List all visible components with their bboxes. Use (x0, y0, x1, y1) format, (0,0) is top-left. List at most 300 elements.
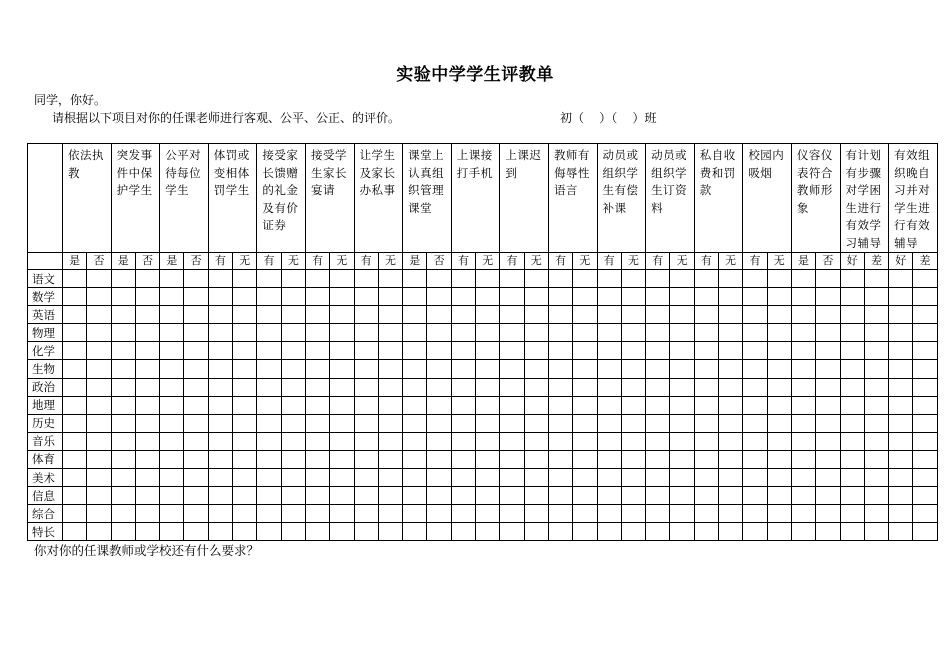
rating-cell[interactable] (524, 306, 548, 324)
rating-cell[interactable] (524, 342, 548, 360)
rating-cell[interactable] (500, 450, 524, 468)
rating-cell[interactable] (573, 306, 597, 324)
rating-cell[interactable] (816, 414, 840, 432)
rating-cell[interactable] (281, 469, 305, 487)
rating-cell[interactable] (378, 469, 402, 487)
rating-cell[interactable] (694, 414, 718, 432)
rating-cell[interactable] (767, 469, 791, 487)
rating-cell[interactable] (378, 288, 402, 306)
rating-cell[interactable] (354, 523, 378, 541)
rating-cell[interactable] (208, 306, 232, 324)
rating-cell[interactable] (330, 378, 354, 396)
rating-cell[interactable] (694, 378, 718, 396)
rating-cell[interactable] (670, 432, 694, 450)
rating-cell[interactable] (257, 505, 281, 523)
rating-cell[interactable] (63, 342, 87, 360)
rating-cell[interactable] (524, 324, 548, 342)
rating-cell[interactable] (597, 288, 621, 306)
rating-cell[interactable] (573, 396, 597, 414)
rating-cell[interactable] (63, 414, 87, 432)
rating-cell[interactable] (403, 432, 427, 450)
rating-cell[interactable] (330, 342, 354, 360)
rating-cell[interactable] (184, 487, 208, 505)
rating-cell[interactable] (767, 342, 791, 360)
rating-cell[interactable] (500, 414, 524, 432)
rating-cell[interactable] (257, 469, 281, 487)
rating-cell[interactable] (500, 270, 524, 288)
rating-cell[interactable] (451, 450, 475, 468)
rating-cell[interactable] (621, 450, 645, 468)
rating-cell[interactable] (548, 288, 572, 306)
rating-cell[interactable] (719, 396, 743, 414)
rating-cell[interactable] (573, 450, 597, 468)
rating-cell[interactable] (257, 450, 281, 468)
rating-cell[interactable] (427, 378, 451, 396)
rating-cell[interactable] (913, 270, 937, 288)
rating-cell[interactable] (111, 450, 135, 468)
rating-cell[interactable] (427, 432, 451, 450)
rating-cell[interactable] (840, 324, 864, 342)
rating-cell[interactable] (548, 523, 572, 541)
rating-cell[interactable] (573, 414, 597, 432)
rating-cell[interactable] (378, 414, 402, 432)
rating-cell[interactable] (791, 360, 815, 378)
rating-cell[interactable] (816, 342, 840, 360)
rating-cell[interactable] (305, 360, 329, 378)
rating-cell[interactable] (233, 505, 257, 523)
rating-cell[interactable] (476, 523, 500, 541)
rating-cell[interactable] (354, 378, 378, 396)
rating-cell[interactable] (573, 523, 597, 541)
rating-cell[interactable] (913, 450, 937, 468)
rating-cell[interactable] (208, 469, 232, 487)
rating-cell[interactable] (670, 414, 694, 432)
rating-cell[interactable] (160, 487, 184, 505)
rating-cell[interactable] (500, 360, 524, 378)
rating-cell[interactable] (160, 270, 184, 288)
rating-cell[interactable] (548, 360, 572, 378)
rating-cell[interactable] (208, 270, 232, 288)
rating-cell[interactable] (816, 378, 840, 396)
rating-cell[interactable] (305, 306, 329, 324)
rating-cell[interactable] (233, 360, 257, 378)
rating-cell[interactable] (791, 450, 815, 468)
rating-cell[interactable] (621, 360, 645, 378)
rating-cell[interactable] (208, 396, 232, 414)
rating-cell[interactable] (767, 450, 791, 468)
rating-cell[interactable] (476, 396, 500, 414)
rating-cell[interactable] (840, 450, 864, 468)
rating-cell[interactable] (330, 288, 354, 306)
rating-cell[interactable] (403, 288, 427, 306)
rating-cell[interactable] (621, 378, 645, 396)
rating-cell[interactable] (864, 414, 888, 432)
rating-cell[interactable] (305, 469, 329, 487)
rating-cell[interactable] (816, 487, 840, 505)
rating-cell[interactable] (451, 360, 475, 378)
rating-cell[interactable] (889, 505, 913, 523)
rating-cell[interactable] (378, 324, 402, 342)
rating-cell[interactable] (354, 414, 378, 432)
rating-cell[interactable] (840, 469, 864, 487)
rating-cell[interactable] (305, 378, 329, 396)
rating-cell[interactable] (111, 414, 135, 432)
rating-cell[interactable] (378, 378, 402, 396)
rating-cell[interactable] (646, 396, 670, 414)
rating-cell[interactable] (476, 450, 500, 468)
rating-cell[interactable] (160, 432, 184, 450)
rating-cell[interactable] (87, 450, 111, 468)
rating-cell[interactable] (719, 432, 743, 450)
rating-cell[interactable] (864, 324, 888, 342)
rating-cell[interactable] (208, 288, 232, 306)
rating-cell[interactable] (864, 469, 888, 487)
rating-cell[interactable] (524, 505, 548, 523)
rating-cell[interactable] (184, 469, 208, 487)
rating-cell[interactable] (573, 487, 597, 505)
rating-cell[interactable] (548, 450, 572, 468)
rating-cell[interactable] (476, 469, 500, 487)
rating-cell[interactable] (135, 487, 159, 505)
rating-cell[interactable] (111, 523, 135, 541)
rating-cell[interactable] (427, 360, 451, 378)
rating-cell[interactable] (670, 342, 694, 360)
rating-cell[interactable] (816, 523, 840, 541)
rating-cell[interactable] (476, 378, 500, 396)
rating-cell[interactable] (670, 306, 694, 324)
rating-cell[interactable] (524, 432, 548, 450)
rating-cell[interactable] (694, 523, 718, 541)
rating-cell[interactable] (743, 487, 767, 505)
rating-cell[interactable] (354, 342, 378, 360)
rating-cell[interactable] (719, 450, 743, 468)
rating-cell[interactable] (135, 342, 159, 360)
rating-cell[interactable] (816, 324, 840, 342)
rating-cell[interactable] (184, 360, 208, 378)
rating-cell[interactable] (184, 414, 208, 432)
rating-cell[interactable] (281, 342, 305, 360)
rating-cell[interactable] (257, 414, 281, 432)
rating-cell[interactable] (451, 414, 475, 432)
rating-cell[interactable] (840, 288, 864, 306)
rating-cell[interactable] (111, 505, 135, 523)
rating-cell[interactable] (135, 306, 159, 324)
rating-cell[interactable] (403, 342, 427, 360)
rating-cell[interactable] (208, 432, 232, 450)
rating-cell[interactable] (913, 288, 937, 306)
rating-cell[interactable] (135, 396, 159, 414)
rating-cell[interactable] (378, 342, 402, 360)
rating-cell[interactable] (548, 469, 572, 487)
rating-cell[interactable] (524, 523, 548, 541)
rating-cell[interactable] (184, 270, 208, 288)
rating-cell[interactable] (233, 270, 257, 288)
rating-cell[interactable] (548, 487, 572, 505)
rating-cell[interactable] (160, 360, 184, 378)
rating-cell[interactable] (889, 306, 913, 324)
rating-cell[interactable] (913, 342, 937, 360)
rating-cell[interactable] (330, 469, 354, 487)
rating-cell[interactable] (913, 505, 937, 523)
rating-cell[interactable] (354, 270, 378, 288)
rating-cell[interactable] (597, 450, 621, 468)
rating-cell[interactable] (913, 469, 937, 487)
rating-cell[interactable] (597, 414, 621, 432)
rating-cell[interactable] (840, 378, 864, 396)
rating-cell[interactable] (476, 487, 500, 505)
rating-cell[interactable] (330, 270, 354, 288)
rating-cell[interactable] (719, 360, 743, 378)
rating-cell[interactable] (87, 288, 111, 306)
rating-cell[interactable] (694, 324, 718, 342)
rating-cell[interactable] (646, 505, 670, 523)
rating-cell[interactable] (500, 505, 524, 523)
rating-cell[interactable] (354, 360, 378, 378)
rating-cell[interactable] (305, 396, 329, 414)
rating-cell[interactable] (840, 342, 864, 360)
rating-cell[interactable] (646, 414, 670, 432)
rating-cell[interactable] (476, 505, 500, 523)
rating-cell[interactable] (816, 306, 840, 324)
rating-cell[interactable] (889, 414, 913, 432)
rating-cell[interactable] (597, 306, 621, 324)
rating-cell[interactable] (694, 505, 718, 523)
rating-cell[interactable] (791, 270, 815, 288)
rating-cell[interactable] (743, 432, 767, 450)
rating-cell[interactable] (476, 360, 500, 378)
rating-cell[interactable] (281, 396, 305, 414)
rating-cell[interactable] (111, 487, 135, 505)
rating-cell[interactable] (719, 306, 743, 324)
rating-cell[interactable] (305, 324, 329, 342)
rating-cell[interactable] (548, 414, 572, 432)
rating-cell[interactable] (743, 306, 767, 324)
rating-cell[interactable] (403, 469, 427, 487)
rating-cell[interactable] (646, 360, 670, 378)
rating-cell[interactable] (719, 505, 743, 523)
rating-cell[interactable] (427, 523, 451, 541)
rating-cell[interactable] (330, 414, 354, 432)
rating-cell[interactable] (694, 432, 718, 450)
rating-cell[interactable] (767, 487, 791, 505)
rating-cell[interactable] (403, 505, 427, 523)
rating-cell[interactable] (354, 288, 378, 306)
rating-cell[interactable] (791, 396, 815, 414)
rating-cell[interactable] (670, 450, 694, 468)
rating-cell[interactable] (670, 324, 694, 342)
rating-cell[interactable] (500, 469, 524, 487)
rating-cell[interactable] (694, 487, 718, 505)
rating-cell[interactable] (719, 487, 743, 505)
rating-cell[interactable] (864, 432, 888, 450)
rating-cell[interactable] (87, 432, 111, 450)
rating-cell[interactable] (281, 414, 305, 432)
rating-cell[interactable] (233, 414, 257, 432)
rating-cell[interactable] (597, 487, 621, 505)
rating-cell[interactable] (403, 450, 427, 468)
rating-cell[interactable] (135, 360, 159, 378)
rating-cell[interactable] (257, 342, 281, 360)
rating-cell[interactable] (160, 414, 184, 432)
rating-cell[interactable] (864, 505, 888, 523)
rating-cell[interactable] (281, 523, 305, 541)
rating-cell[interactable] (451, 306, 475, 324)
rating-cell[interactable] (791, 342, 815, 360)
rating-cell[interactable] (840, 505, 864, 523)
rating-cell[interactable] (281, 324, 305, 342)
rating-cell[interactable] (791, 306, 815, 324)
rating-cell[interactable] (864, 378, 888, 396)
rating-cell[interactable] (63, 505, 87, 523)
rating-cell[interactable] (743, 288, 767, 306)
rating-cell[interactable] (281, 432, 305, 450)
rating-cell[interactable] (378, 270, 402, 288)
rating-cell[interactable] (840, 414, 864, 432)
rating-cell[interactable] (208, 450, 232, 468)
rating-cell[interactable] (354, 469, 378, 487)
rating-cell[interactable] (427, 469, 451, 487)
rating-cell[interactable] (257, 324, 281, 342)
rating-cell[interactable] (427, 396, 451, 414)
rating-cell[interactable] (816, 396, 840, 414)
rating-cell[interactable] (87, 378, 111, 396)
rating-cell[interactable] (403, 396, 427, 414)
rating-cell[interactable] (63, 270, 87, 288)
rating-cell[interactable] (694, 270, 718, 288)
rating-cell[interactable] (500, 288, 524, 306)
rating-cell[interactable] (500, 396, 524, 414)
rating-cell[interactable] (330, 523, 354, 541)
rating-cell[interactable] (791, 469, 815, 487)
rating-cell[interactable] (913, 414, 937, 432)
rating-cell[interactable] (403, 324, 427, 342)
rating-cell[interactable] (233, 342, 257, 360)
rating-cell[interactable] (548, 324, 572, 342)
rating-cell[interactable] (597, 342, 621, 360)
rating-cell[interactable] (548, 378, 572, 396)
rating-cell[interactable] (864, 396, 888, 414)
rating-cell[interactable] (160, 324, 184, 342)
rating-cell[interactable] (233, 288, 257, 306)
rating-cell[interactable] (524, 288, 548, 306)
rating-cell[interactable] (767, 505, 791, 523)
rating-cell[interactable] (476, 324, 500, 342)
rating-cell[interactable] (378, 432, 402, 450)
rating-cell[interactable] (840, 396, 864, 414)
rating-cell[interactable] (889, 469, 913, 487)
rating-cell[interactable] (597, 505, 621, 523)
rating-cell[interactable] (524, 270, 548, 288)
rating-cell[interactable] (233, 450, 257, 468)
rating-cell[interactable] (403, 360, 427, 378)
rating-cell[interactable] (111, 306, 135, 324)
rating-cell[interactable] (743, 378, 767, 396)
rating-cell[interactable] (670, 505, 694, 523)
rating-cell[interactable] (621, 414, 645, 432)
rating-cell[interactable] (111, 342, 135, 360)
rating-cell[interactable] (403, 270, 427, 288)
rating-cell[interactable] (743, 414, 767, 432)
rating-cell[interactable] (670, 288, 694, 306)
rating-cell[interactable] (816, 469, 840, 487)
rating-cell[interactable] (743, 270, 767, 288)
rating-cell[interactable] (646, 523, 670, 541)
rating-cell[interactable] (767, 523, 791, 541)
rating-cell[interactable] (476, 432, 500, 450)
rating-cell[interactable] (889, 270, 913, 288)
rating-cell[interactable] (451, 288, 475, 306)
rating-cell[interactable] (573, 360, 597, 378)
rating-cell[interactable] (889, 288, 913, 306)
rating-cell[interactable] (233, 396, 257, 414)
rating-cell[interactable] (791, 414, 815, 432)
rating-cell[interactable] (87, 487, 111, 505)
rating-cell[interactable] (524, 378, 548, 396)
rating-cell[interactable] (330, 324, 354, 342)
rating-cell[interactable] (767, 396, 791, 414)
rating-cell[interactable] (646, 432, 670, 450)
rating-cell[interactable] (791, 288, 815, 306)
rating-cell[interactable] (840, 432, 864, 450)
rating-cell[interactable] (378, 523, 402, 541)
rating-cell[interactable] (524, 396, 548, 414)
rating-cell[interactable] (354, 505, 378, 523)
rating-cell[interactable] (63, 288, 87, 306)
rating-cell[interactable] (281, 360, 305, 378)
rating-cell[interactable] (889, 487, 913, 505)
rating-cell[interactable] (889, 324, 913, 342)
rating-cell[interactable] (184, 396, 208, 414)
rating-cell[interactable] (184, 523, 208, 541)
rating-cell[interactable] (208, 523, 232, 541)
rating-cell[interactable] (160, 396, 184, 414)
rating-cell[interactable] (184, 324, 208, 342)
rating-cell[interactable] (87, 505, 111, 523)
rating-cell[interactable] (694, 469, 718, 487)
rating-cell[interactable] (305, 432, 329, 450)
rating-cell[interactable] (573, 270, 597, 288)
rating-cell[interactable] (548, 306, 572, 324)
rating-cell[interactable] (184, 288, 208, 306)
rating-cell[interactable] (864, 306, 888, 324)
rating-cell[interactable] (378, 505, 402, 523)
rating-cell[interactable] (791, 432, 815, 450)
rating-cell[interactable] (160, 523, 184, 541)
rating-cell[interactable] (743, 360, 767, 378)
rating-cell[interactable] (63, 306, 87, 324)
rating-cell[interactable] (427, 306, 451, 324)
rating-cell[interactable] (63, 360, 87, 378)
rating-cell[interactable] (694, 450, 718, 468)
rating-cell[interactable] (840, 487, 864, 505)
rating-cell[interactable] (135, 324, 159, 342)
rating-cell[interactable] (63, 396, 87, 414)
rating-cell[interactable] (476, 288, 500, 306)
rating-cell[interactable] (63, 469, 87, 487)
rating-cell[interactable] (354, 432, 378, 450)
rating-cell[interactable] (621, 505, 645, 523)
rating-cell[interactable] (500, 306, 524, 324)
rating-cell[interactable] (87, 396, 111, 414)
rating-cell[interactable] (913, 432, 937, 450)
rating-cell[interactable] (889, 450, 913, 468)
rating-cell[interactable] (427, 324, 451, 342)
rating-cell[interactable] (257, 288, 281, 306)
rating-cell[interactable] (208, 342, 232, 360)
rating-cell[interactable] (184, 342, 208, 360)
rating-cell[interactable] (257, 270, 281, 288)
rating-cell[interactable] (305, 414, 329, 432)
